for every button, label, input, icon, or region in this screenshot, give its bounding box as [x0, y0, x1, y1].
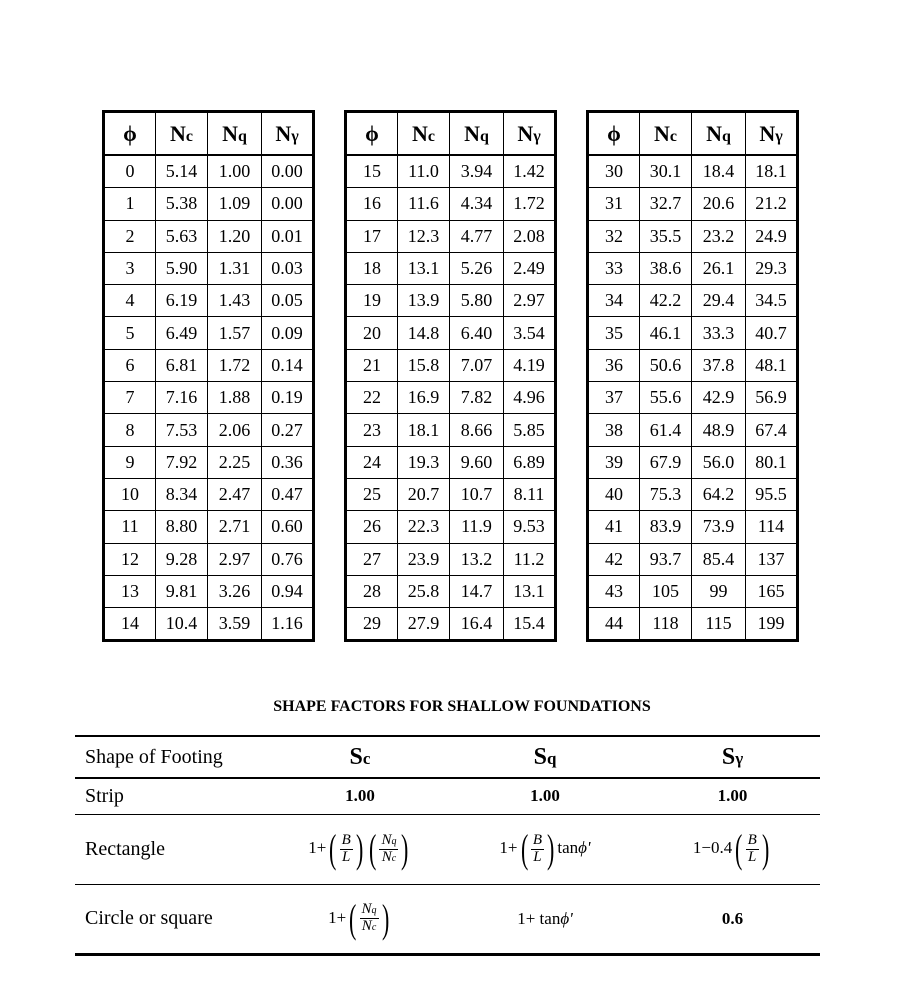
nc-cell: 35.5	[640, 220, 692, 252]
nc-cell: 5.90	[156, 252, 208, 284]
ngamma-cell: 0.09	[262, 317, 314, 349]
nq-cell: 56.0	[692, 446, 746, 478]
phi-cell: 4	[104, 285, 156, 317]
ngamma-cell: 2.08	[504, 220, 556, 252]
phi-cell: 0	[104, 155, 156, 188]
nq-cell: 13.2	[450, 543, 504, 575]
table-row	[346, 478, 556, 510]
nc-cell: 10.4	[156, 608, 208, 641]
nc-cell: 19.3	[398, 446, 450, 478]
ngamma-cell: 24.9	[746, 220, 798, 252]
table-row	[346, 188, 556, 220]
ngamma-cell: 40.7	[746, 317, 798, 349]
nc-cell: 75.3	[640, 478, 692, 510]
nq-cell: 23.2	[692, 220, 746, 252]
phi-cell: 11	[104, 511, 156, 543]
nc-cell: 67.9	[640, 446, 692, 478]
phi-cell: 30	[588, 155, 640, 188]
nq-cell: 3.94	[450, 155, 504, 188]
ngamma-cell: 114	[746, 511, 798, 543]
nc-cell: 38.6	[640, 252, 692, 284]
phi-cell: 22	[346, 382, 398, 414]
phi-cell: 9	[104, 446, 156, 478]
ngamma-cell: 0.00	[262, 188, 314, 220]
rectangle-label: Rectangle	[75, 814, 275, 884]
phi-cell: 18	[346, 252, 398, 284]
nc-cell: 8.34	[156, 478, 208, 510]
nc-cell: 5.38	[156, 188, 208, 220]
phi-cell: 25	[346, 478, 398, 510]
ngamma-cell: 0.36	[262, 446, 314, 478]
phi-cell: 27	[346, 543, 398, 575]
sgamma-header: Sγ	[645, 736, 820, 778]
header-phi: ϕ	[588, 112, 640, 156]
nq-cell: 11.9	[450, 511, 504, 543]
table-row	[346, 220, 556, 252]
ngamma-cell: 80.1	[746, 446, 798, 478]
sq-header: Sq	[445, 736, 645, 778]
nc-cell: 42.2	[640, 285, 692, 317]
strip-row	[75, 778, 820, 814]
phi-cell: 2	[104, 220, 156, 252]
phi-cell: 32	[588, 220, 640, 252]
ngamma-cell: 67.4	[746, 414, 798, 446]
table-row	[588, 252, 798, 284]
table-row	[104, 511, 314, 543]
phi-cell: 16	[346, 188, 398, 220]
strip-label: Strip	[75, 778, 275, 814]
nq-cell: 8.66	[450, 414, 504, 446]
nq-cell: 3.26	[208, 575, 262, 607]
ngamma-cell: 0.60	[262, 511, 314, 543]
header-phi: ϕ	[346, 112, 398, 156]
table-row	[346, 414, 556, 446]
table-row	[346, 543, 556, 575]
table-row	[588, 446, 798, 478]
phi-cell: 3	[104, 252, 156, 284]
nq-cell: 26.1	[692, 252, 746, 284]
rectangle-sgamma-formula: 1−0.4( $\frac{B}{L}$ )	[645, 814, 820, 884]
ngamma-cell: 0.00	[262, 155, 314, 188]
table-row	[104, 188, 314, 220]
ngamma-cell: 1.16	[262, 608, 314, 641]
phi-cell: 26	[346, 511, 398, 543]
nq-cell: 2.71	[208, 511, 262, 543]
nq-cell: 7.82	[450, 382, 504, 414]
nc-cell: 11.0	[398, 155, 450, 188]
nq-cell: 64.2	[692, 478, 746, 510]
nc-cell: 118	[640, 608, 692, 641]
nc-cell: 83.9	[640, 511, 692, 543]
nq-cell: 3.59	[208, 608, 262, 641]
nc-cell: 6.49	[156, 317, 208, 349]
nc-cell: 105	[640, 575, 692, 607]
table-row	[346, 511, 556, 543]
nq-cell: 115	[692, 608, 746, 641]
table-row	[588, 188, 798, 220]
ngamma-cell: 0.94	[262, 575, 314, 607]
table-row	[588, 349, 798, 381]
nc-cell: 6.19	[156, 285, 208, 317]
table-row	[588, 543, 798, 575]
nc-cell: 7.53	[156, 414, 208, 446]
table-row	[346, 382, 556, 414]
nc-cell: 55.6	[640, 382, 692, 414]
table-row	[588, 511, 798, 543]
ngamma-cell: 18.1	[746, 155, 798, 188]
ngamma-cell: 199	[746, 608, 798, 641]
table-row	[588, 575, 798, 607]
phi-cell: 24	[346, 446, 398, 478]
nq-cell: 1.72	[208, 349, 262, 381]
phi-cell: 34	[588, 285, 640, 317]
nq-cell: 4.34	[450, 188, 504, 220]
phi-cell: 1	[104, 188, 156, 220]
nq-cell: 29.4	[692, 285, 746, 317]
ngamma-cell: 137	[746, 543, 798, 575]
circle-label: Circle or square	[85, 907, 213, 929]
ngamma-cell: 0.76	[262, 543, 314, 575]
strip-sc: 1.00	[275, 778, 445, 814]
table-row	[104, 317, 314, 349]
nq-cell: 73.9	[692, 511, 746, 543]
table-row	[588, 285, 798, 317]
header-ngamma: Nγ	[746, 112, 798, 156]
nc-cell: 30.1	[640, 155, 692, 188]
table-row	[588, 382, 798, 414]
phi-cell: 8	[104, 414, 156, 446]
nc-cell: 13.1	[398, 252, 450, 284]
ngamma-cell: 1.42	[504, 155, 556, 188]
table-row	[104, 608, 314, 641]
nc-cell: 61.4	[640, 414, 692, 446]
phi-cell: 20	[346, 317, 398, 349]
nq-cell: 2.47	[208, 478, 262, 510]
header-nc: Nc	[398, 112, 450, 156]
phi-cell: 33	[588, 252, 640, 284]
phi-cell: 13	[104, 575, 156, 607]
table-row	[588, 414, 798, 446]
circle-sc-formula: 1+( $\frac{Nq}{Nc}$ )	[328, 895, 389, 941]
shape-header-row	[75, 736, 820, 778]
ngamma-cell: 0.03	[262, 252, 314, 284]
phi-cell: 23	[346, 414, 398, 446]
table-row	[104, 220, 314, 252]
ngamma-cell: 2.49	[504, 252, 556, 284]
nq-cell: 10.7	[450, 478, 504, 510]
phi-cell: 12	[104, 543, 156, 575]
header-nq: Nq	[208, 112, 262, 156]
bearing-table-3	[586, 110, 799, 642]
nq-cell: 99	[692, 575, 746, 607]
header-nq: Nq	[450, 112, 504, 156]
phi-cell: 15	[346, 155, 398, 188]
shape-of-footing-header: Shape of Footing	[75, 736, 275, 778]
header-nq: Nq	[692, 112, 746, 156]
nq-cell: 42.9	[692, 382, 746, 414]
phi-cell: 36	[588, 349, 640, 381]
ngamma-cell: 29.3	[746, 252, 798, 284]
phi-cell: 17	[346, 220, 398, 252]
ngamma-cell: 8.11	[504, 478, 556, 510]
nq-cell: 1.57	[208, 317, 262, 349]
header-nc: Nc	[640, 112, 692, 156]
phi-cell: 10	[104, 478, 156, 510]
nc-cell: 93.7	[640, 543, 692, 575]
ngamma-cell: 0.47	[262, 478, 314, 510]
rectangle-row	[75, 814, 820, 884]
bearing-table-2	[344, 110, 557, 642]
phi-cell: 39	[588, 446, 640, 478]
nc-cell: 9.81	[156, 575, 208, 607]
ngamma-cell: 0.05	[262, 285, 314, 317]
rectangle-sc-formula: 1+( $\frac{B}{L}$ ) ( $\frac{Nq}{Nc}$ )	[275, 814, 445, 884]
nc-cell: 14.8	[398, 317, 450, 349]
ngamma-cell: 0.14	[262, 349, 314, 381]
phi-cell: 44	[588, 608, 640, 641]
table-row	[104, 575, 314, 607]
ngamma-cell: 0.01	[262, 220, 314, 252]
nq-cell: 14.7	[450, 575, 504, 607]
ngamma-cell: 15.4	[504, 608, 556, 641]
nc-cell: 50.6	[640, 349, 692, 381]
nc-cell: 23.9	[398, 543, 450, 575]
circle-sq-formula: 1+ tanϕ'	[517, 908, 573, 928]
phi-cell: 35	[588, 317, 640, 349]
nq-cell: 16.4	[450, 608, 504, 641]
nc-cell: 22.3	[398, 511, 450, 543]
phi-cell: 19	[346, 285, 398, 317]
table-row	[104, 543, 314, 575]
table-row	[346, 575, 556, 607]
nq-cell: 1.31	[208, 252, 262, 284]
nc-cell: 9.28	[156, 543, 208, 575]
nq-cell: 85.4	[692, 543, 746, 575]
table-row	[588, 478, 798, 510]
nq-cell: 2.06	[208, 414, 262, 446]
nq-cell: 37.8	[692, 349, 746, 381]
rectangle-sq-formula: 1+( $\frac{B}{L}$ ) tanϕ'	[445, 814, 645, 884]
circle-row	[75, 884, 820, 954]
phi-cell: 29	[346, 608, 398, 641]
header-ngamma: Nγ	[262, 112, 314, 156]
ngamma-cell: 21.2	[746, 188, 798, 220]
table-row	[104, 446, 314, 478]
phi-cell: 41	[588, 511, 640, 543]
ngamma-cell: 0.27	[262, 414, 314, 446]
nq-cell: 2.25	[208, 446, 262, 478]
nc-cell: 15.8	[398, 349, 450, 381]
phi-cell: 43	[588, 575, 640, 607]
nq-cell: 18.4	[692, 155, 746, 188]
ngamma-cell: 9.53	[504, 511, 556, 543]
ngamma-cell: 56.9	[746, 382, 798, 414]
phi-cell: 38	[588, 414, 640, 446]
nq-cell: 5.80	[450, 285, 504, 317]
shape-factors-table	[75, 735, 820, 956]
nc-cell: 11.6	[398, 188, 450, 220]
table-row	[346, 317, 556, 349]
phi-cell: 5	[104, 317, 156, 349]
ngamma-cell: 0.19	[262, 382, 314, 414]
bearing-table-1	[102, 110, 315, 642]
nc-cell: 5.63	[156, 220, 208, 252]
nc-cell: 7.16	[156, 382, 208, 414]
nq-cell: 33.3	[692, 317, 746, 349]
ngamma-cell: 4.96	[504, 382, 556, 414]
table-row	[346, 349, 556, 381]
nc-cell: 13.9	[398, 285, 450, 317]
table-row	[104, 252, 314, 284]
table-row	[588, 220, 798, 252]
nq-cell: 1.09	[208, 188, 262, 220]
nq-cell: 48.9	[692, 414, 746, 446]
header-nc: Nc	[156, 112, 208, 156]
table-row	[588, 155, 798, 188]
ngamma-cell: 48.1	[746, 349, 798, 381]
nc-cell: 32.7	[640, 188, 692, 220]
table-row	[104, 414, 314, 446]
phi-cell: 6	[104, 349, 156, 381]
table-row	[588, 608, 798, 641]
ngamma-cell: 2.97	[504, 285, 556, 317]
nc-cell: 8.80	[156, 511, 208, 543]
table-row	[346, 608, 556, 641]
header-ngamma: Nγ	[504, 112, 556, 156]
ngamma-cell: 95.5	[746, 478, 798, 510]
phi-cell: 37	[588, 382, 640, 414]
nq-cell: 9.60	[450, 446, 504, 478]
phi-cell: 28	[346, 575, 398, 607]
table-row	[104, 155, 314, 188]
nq-cell: 1.88	[208, 382, 262, 414]
nq-cell: 2.97	[208, 543, 262, 575]
ngamma-cell: 165	[746, 575, 798, 607]
table-row	[346, 252, 556, 284]
ngamma-cell: 1.72	[504, 188, 556, 220]
nq-cell: 6.40	[450, 317, 504, 349]
nc-cell: 16.9	[398, 382, 450, 414]
nq-cell: 7.07	[450, 349, 504, 381]
table-row	[588, 317, 798, 349]
ngamma-cell: 4.19	[504, 349, 556, 381]
nc-cell: 6.81	[156, 349, 208, 381]
nq-cell: 4.77	[450, 220, 504, 252]
nc-cell: 46.1	[640, 317, 692, 349]
table-row	[104, 349, 314, 381]
ngamma-cell: 3.54	[504, 317, 556, 349]
strip-sgamma: 1.00	[645, 778, 820, 814]
circle-sgamma: 0.6	[721, 908, 744, 928]
ngamma-cell: 11.2	[504, 543, 556, 575]
phi-cell: 31	[588, 188, 640, 220]
nq-cell: 20.6	[692, 188, 746, 220]
phi-cell: 14	[104, 608, 156, 641]
table-row	[104, 285, 314, 317]
shape-factors-title: SHAPE FACTORS FOR SHALLOW FOUNDATIONS	[273, 698, 651, 715]
nc-cell: 25.8	[398, 575, 450, 607]
nq-cell: 1.00	[208, 155, 262, 188]
strip-sq: 1.00	[445, 778, 645, 814]
sc-header: Sc	[275, 736, 445, 778]
table-row	[346, 155, 556, 188]
table-row	[104, 382, 314, 414]
nc-cell: 18.1	[398, 414, 450, 446]
nc-cell: 20.7	[398, 478, 450, 510]
nc-cell: 12.3	[398, 220, 450, 252]
nq-cell: 1.43	[208, 285, 262, 317]
header-phi: ϕ	[104, 112, 156, 156]
ngamma-cell: 13.1	[504, 575, 556, 607]
table-row	[346, 446, 556, 478]
ngamma-cell: 5.85	[504, 414, 556, 446]
nc-cell: 27.9	[398, 608, 450, 641]
phi-cell: 40	[588, 478, 640, 510]
nc-cell: 7.92	[156, 446, 208, 478]
phi-cell: 7	[104, 382, 156, 414]
table-row	[104, 478, 314, 510]
phi-cell: 42	[588, 543, 640, 575]
ngamma-cell: 6.89	[504, 446, 556, 478]
nc-cell: 5.14	[156, 155, 208, 188]
nq-cell: 5.26	[450, 252, 504, 284]
ngamma-cell: 34.5	[746, 285, 798, 317]
table-row	[346, 285, 556, 317]
phi-cell: 21	[346, 349, 398, 381]
nq-cell: 1.20	[208, 220, 262, 252]
